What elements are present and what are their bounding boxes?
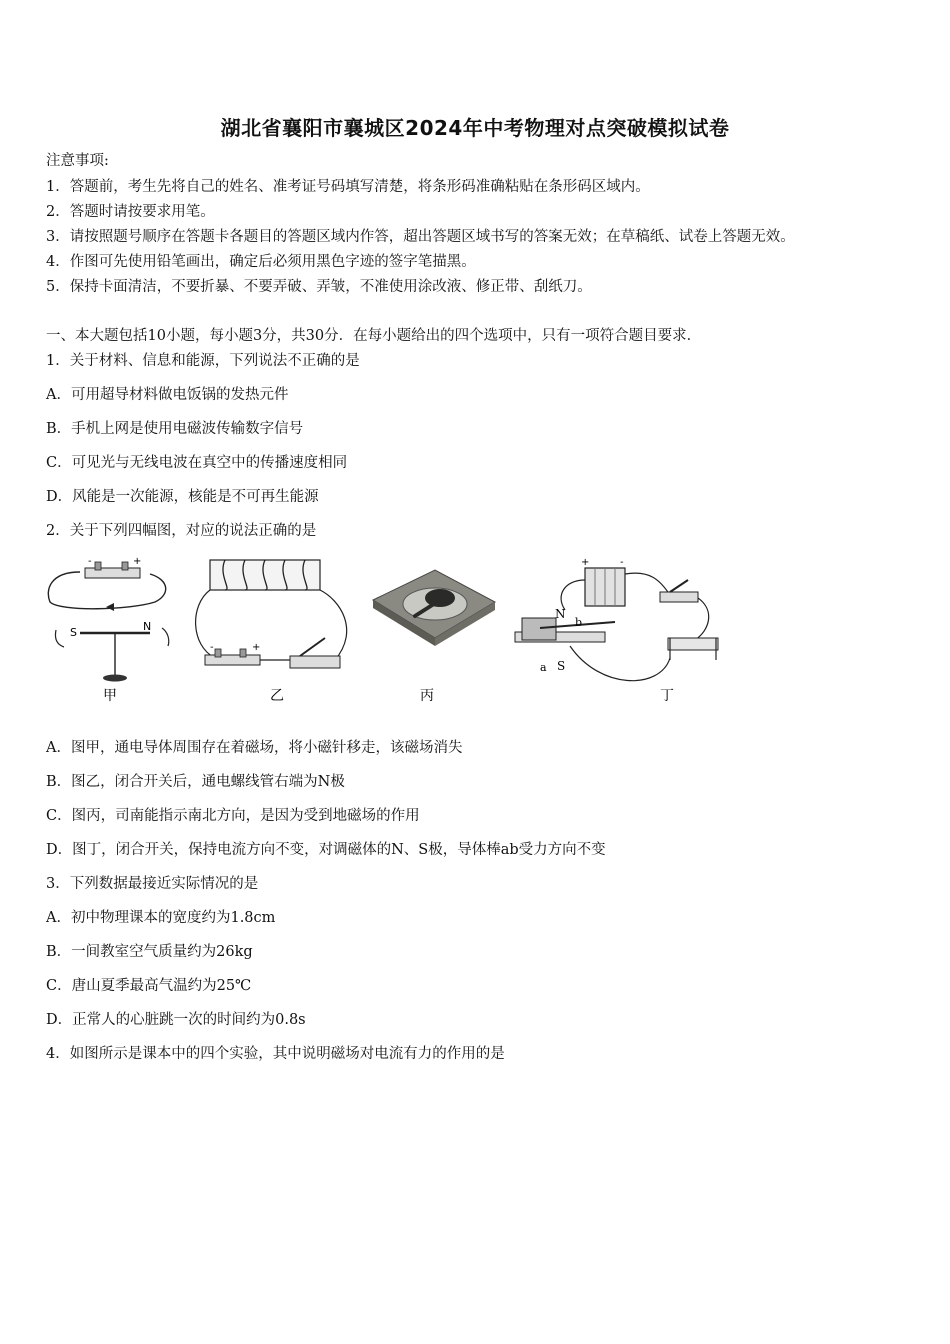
fig-label-yi: 乙 [270,688,284,704]
question-2-stem: 2．关于下列四幅图，对应的说法正确的是 [46,523,317,539]
question-3-option-d: D．正常人的心脏跳一次的时间约为0.8s [46,1012,306,1028]
question-2-option-a: A．图甲，通电导体周围存在着磁场，将小磁针移走，该磁场消失 [46,740,463,756]
notice-item-4: 4．作图可先使用铅笔画出，确定后必须用黑色字迹的签字笔描黑。 [46,254,476,270]
fig-jia-s: S [70,626,77,639]
figure-yi-solenoid [190,550,360,710]
fig-ding-plus: + [581,557,590,568]
fig-yi-minus: - [210,642,214,653]
question-2-option-c: C．图丙，司南能指示南北方向，是因为受到地磁场的作用 [46,808,420,824]
question-3-option-b: B．一间教室空气质量约为26kg [46,944,253,960]
fig-ding-n: N [555,607,566,621]
fig-jia-minus: - [88,556,92,567]
question-1-option-c: C．可见光与无线电波在真空中的传播速度相同 [46,455,348,471]
question-3-stem: 3．下列数据最接近实际情况的是 [46,876,259,892]
fig-ding-a: a [540,661,547,674]
question-1-option-d: D．风能是一次能源，核能是不可再生能源 [46,489,319,505]
question-2-figures [40,550,720,710]
fig-yi-plus: + [252,642,261,653]
question-3-option-a: A．初中物理课本的宽度约为1.8cm [46,910,276,926]
fig-ding-b: b [575,616,583,629]
question-2-option-d: D．图丁，闭合开关，保持电流方向不变，对调磁体的N、S极，导体棒ab受力方向不变 [46,842,606,858]
question-1-option-a: A．可用超导材料做电饭锅的发热元件 [46,387,289,403]
question-4-stem: 4．如图所示是课本中的四个实验，其中说明磁场对电流有力的作用的是 [46,1046,505,1062]
question-2-option-b: B．图乙，闭合开关后，通电螺线管右端为N极 [46,774,345,790]
section-1-heading: 一、本大题包括10小题，每小题3分，共30分．在每小题给出的四个选项中，只有一项符合题目要求． [46,328,702,344]
fig-label-ding: 丁 [660,688,674,704]
fig-jia-plus: + [133,556,142,567]
page-title: 湖北省襄阳市襄城区2024年中考物理对点突破模拟试卷 [220,116,730,140]
question-3-option-c: C．唐山夏季最高气温约为25℃ [46,978,252,994]
fig-ding-s: S [557,659,566,673]
question-1-stem: 1．关于材料、信息和能源，下列说法不正确的是 [46,353,360,369]
notice-item-2: 2．答题时请按要求用笔。 [46,204,215,220]
fig-label-jia: 甲 [103,688,117,704]
figure-jia-oersted [40,550,190,710]
fig-label-bing: 丙 [420,688,434,704]
fig-ding-minus: - [620,557,624,568]
figure-ding-motor [510,550,720,710]
notice-heading: 注意事项: [46,153,109,169]
figure-bing-sinan [365,550,505,710]
fig-jia-n: N [143,620,152,633]
question-1-option-b: B．手机上网是使用电磁波传输数字信号 [46,421,304,437]
notice-item-3: 3．请按照题号顺序在答题卡各题目的答题区域内作答，超出答题区域书写的答案无效；在草稿纸、试卷上答题无效。 [46,229,795,245]
notice-item-5: 5．保持卡面清洁，不要折暴、不要弄破、弄皱，不准使用涂改液、修正带、刮纸刀。 [46,279,592,295]
notice-item-1: 1．答题前，考生先将自己的姓名、准考证号码填写清楚，将条形码准确粘贴在条形码区域内。 [46,179,650,195]
